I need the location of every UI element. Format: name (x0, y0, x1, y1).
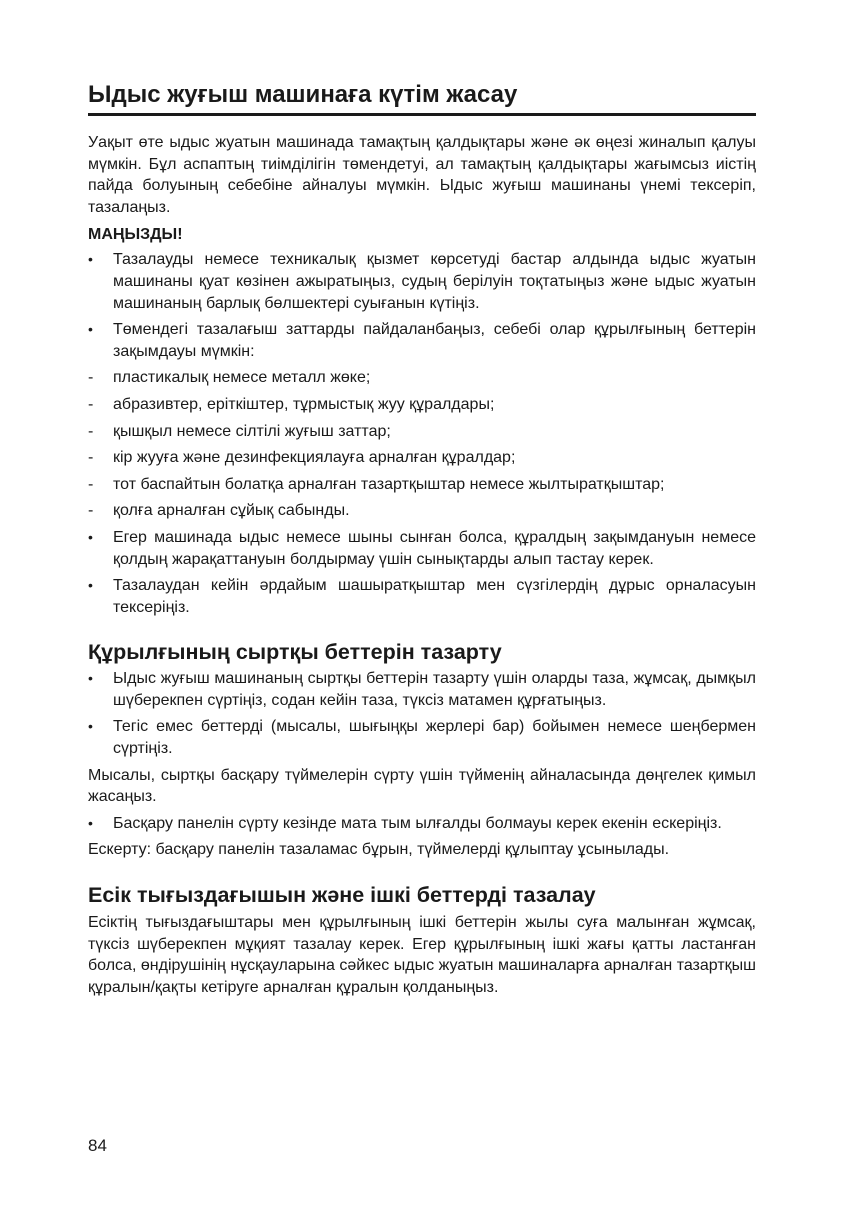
bullet-marker: • (88, 321, 93, 338)
list-item (88, 394, 756, 416)
list-item-text: Тазалаудан кейін әрдайым шашыратқыштар мен сүзгілердің дұрыс орналасуын тексеріңіз. (113, 577, 756, 616)
section-title-dishwasher-care: Ыдыс жуғыш машинаға күтім жасау (88, 80, 756, 116)
bullet-marker: • (88, 670, 93, 687)
list-item (88, 500, 756, 522)
list-item-text: Тазалауды немесе техникалық қызмет көрсетуді бастар алдында ыдыс жуатын машинаны қуат көзінен ажыратыңыз, судың берілуін тоқтатыңыз және ыдыс жуатын машинаның барлық бөлшектері суығанын күтіңіз. (113, 251, 756, 312)
dash-marker: - (88, 502, 94, 520)
precautions-list (88, 249, 756, 618)
list-item (88, 668, 756, 711)
list-item-text: Басқару панелін сүрту кезінде мата тым ылғалды болмауы керек екенін ескеріңіз. (113, 814, 722, 832)
note-paragraph: Ескерту: басқару панелін тазаламас бұрын, түймелерді құлыптау ұсынылады. (88, 841, 670, 859)
list-item (88, 421, 756, 443)
list-item-text: Егер машинада ыдыс немесе шыны сынған болса, құралдың зақымдануын немесе қолдың жарақаттануын болдырмау үшін сынықтарды алып тастау керек. (113, 528, 756, 568)
bullet-marker: • (88, 251, 93, 268)
list-item-text: Төмендегі тазалағыш заттарды пайдаланбаңыз, себебі олар құрылғының беттерін зақымдауы мүмкін: (113, 321, 756, 360)
dash-marker: - (88, 449, 94, 467)
list-item (88, 367, 756, 389)
list-item-text: қолға арналған сұйық сабынды. (113, 502, 350, 520)
list-item-text: тот баспайтын болатқа арналған тазартқыштар немесе жылтыратқыштар; (113, 475, 665, 493)
list-item-text: кір жууға және дезинфекциялауға арналған құралдар; (113, 449, 516, 467)
example-paragraph: Мысалы, сыртқы басқару түймелерін сүрту үшін түйменің айналасында дөңгелек қимыл жасаңыз. (88, 766, 756, 806)
list-item (88, 319, 756, 362)
dash-marker: - (88, 475, 94, 493)
list-item (88, 575, 756, 618)
bullet-marker: • (88, 528, 93, 545)
list-item (88, 249, 756, 314)
important-label: МАҢЫЗДЫ! (88, 226, 183, 244)
page-number: 84 (88, 1136, 107, 1155)
list-item (88, 447, 756, 469)
intro-paragraph: Уақыт өте ыдыс жуатын машинада тамақтың қалдықтары және әк өңезі жиналып қалуы мүмкін. Бұл аспаптың тиімділігін төмендетуі, ал тамақтың қалдықтары жағымсыз иістің пайда болуының себебіне айналуы мүмкін. Ыдыс жуғыш машинаны үнемі тексеріп, тазалаңыз. (88, 134, 756, 216)
page-content (88, 80, 756, 998)
list-item (88, 474, 756, 496)
list-item (88, 716, 756, 759)
bullet-marker: • (88, 577, 93, 594)
dash-marker: - (88, 369, 94, 387)
list-item-text: абразивтер, еріткіштер, тұрмыстық жуу құралдары; (113, 395, 495, 413)
list-item-text: қышқыл немесе сілтілі жуғыш заттар; (113, 422, 391, 440)
list-item-text: Тегіс емес беттерді (мысалы, шығыңқы жерлері бар) бойымен немесе шеңбермен сүртіңіз. (113, 718, 756, 758)
list-item (88, 813, 756, 835)
list-item-text: пластикалық немесе металл жөке; (113, 369, 371, 387)
exterior-list-a (88, 668, 756, 759)
dash-marker: - (88, 422, 94, 440)
exterior-list-b (88, 813, 756, 835)
list-item (88, 527, 756, 570)
list-item-text: Ыдыс жуғыш машинаның сыртқы беттерін тазарту үшін оларды таза, жұмсақ, дымқыл шүберекпен сүртіңіз, содан кейін таза, түксіз матамен құрғатыңыз. (113, 670, 756, 709)
bullet-marker: • (88, 718, 93, 735)
dash-marker: - (88, 395, 94, 413)
section-title-door-seal-cleaning: Есік тығыздағышын және ішкі беттерді тазалау (88, 883, 596, 908)
bullet-marker: • (88, 814, 93, 831)
door-seal-paragraph: Есіктің тығыздағыштары мен құрылғының ішкі беттерін жылы суға малынған жұмсақ, түксіз шүберекпен мұқият тазалау керек. Егер құрылғының ішкі жағы қатты ластанған болса, өндірушінің нұсқауларына сәйкес ыдыс жуатын машиналарға арналған тазартқыш құралын/қақты кетіруге арналған құралын қолданыңыз. (88, 914, 756, 996)
section-title-exterior-cleaning: Құрылғының сыртқы беттерін тазарту (88, 640, 502, 665)
